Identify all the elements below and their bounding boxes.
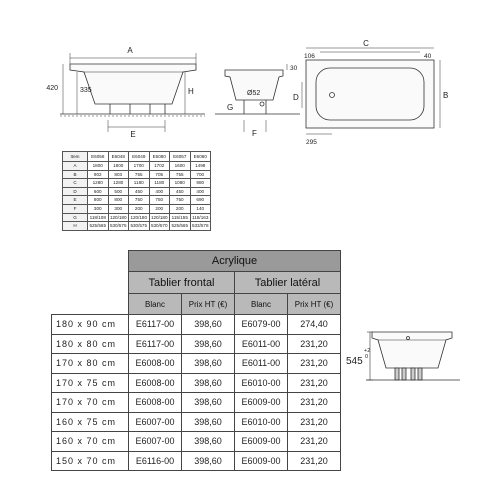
dimension-cell: 755 [129,170,150,179]
label-C: C [363,39,369,48]
price-row [52,334,341,354]
dimension-cell: 450 [170,187,191,196]
front-price: 398,60 [182,393,235,413]
dimension-cell: 530/575 [129,222,150,231]
dimension-cell: 902 [88,170,109,179]
dimension-row [63,179,211,188]
dimension-row-label: B [63,170,88,179]
side-reference: E6010-00 [235,412,288,432]
dimension-column-header: E6080 [149,152,170,162]
dimension-row-label: A [63,162,88,171]
label-B: B [443,91,449,100]
label-F: F [252,129,257,138]
front-reference: E6007-00 [129,432,182,452]
dimension-cell: 200 [149,204,170,213]
front-reference: E6007-00 [129,412,182,432]
label-diam: Ø52 [247,90,261,97]
front-price: 398,60 [182,334,235,354]
side-reference: E6009-00 [235,432,288,452]
dimension-cell: 300 [108,204,129,213]
dimension-cell: 1180 [129,179,150,188]
dimension-cell: 118/163 [190,213,211,222]
dimension-table-header [63,152,211,162]
side-reference: E6079-00 [235,315,288,335]
dimension-row [63,170,211,179]
side-reference: E6011-00 [235,354,288,374]
side-price: 231,20 [288,432,341,452]
size-label: 170 x 70 cm [52,393,129,413]
dimension-table [62,151,211,231]
dimension-cell: 800 [88,196,109,205]
dimension-cell: 705 [149,170,170,179]
label-G: G [227,103,234,112]
dimension-row-label: G [63,213,88,222]
dimension-cell: 690 [190,196,211,205]
dimension-row [63,222,211,231]
dimension-cell: 530/570 [149,222,170,231]
size-label: 150 x 70 cm [52,451,129,471]
dimension-row [63,162,211,171]
dimension-cell: 450 [129,187,150,196]
dimension-cell: 1280 [108,179,129,188]
dimension-row [63,196,211,205]
size-label: 180 x 80 cm [52,334,129,354]
price-table [51,250,341,471]
front-price: 398,60 [182,315,235,335]
label-tol-zero: 0 [365,354,369,360]
dimension-cell: 1800 [108,162,129,171]
dimension-row-label: F [63,204,88,213]
front-price: 398,60 [182,354,235,374]
front-price: 398,60 [182,412,235,432]
dimension-cell: 525/565 [88,222,109,231]
dimension-cell: 1800 [88,162,109,171]
front-reference: E6008-00 [129,393,182,413]
label-D: D [293,93,299,102]
label-40: 40 [424,53,432,60]
dimension-cell: 750 [129,196,150,205]
size-label: 160 x 75 cm [52,412,129,432]
front-reference: E6117-00 [129,334,182,354]
dimension-cell: 200 [129,204,150,213]
dimension-cell: 980 [190,179,211,188]
side-price: 231,20 [288,334,341,354]
size-label: 170 x 75 cm [52,373,129,393]
dimension-column-header: E6060 [190,152,211,162]
size-label: 180 x 90 cm [52,315,129,335]
price-row [52,315,341,335]
side-reference: E6009-00 [235,451,288,471]
side-reference: E6009-00 [235,393,288,413]
price-row [52,354,341,374]
label-30: 30 [290,65,298,72]
front-reference: E6116-00 [129,451,182,471]
price-row [52,451,341,471]
dimension-row-label: E [63,196,88,205]
price-row [52,412,341,432]
dimension-cell: 755 [170,170,191,179]
dimension-cell: 120/180 [108,213,129,222]
size-label: 170 x 80 cm [52,354,129,374]
dimension-row-label: H [63,222,88,231]
group-front-header: Tablier frontal [129,272,235,294]
front-reference: E6008-00 [129,373,182,393]
dimension-cell: 200 [170,204,191,213]
label-106: 106 [304,53,315,60]
dimension-cell: 800 [108,196,129,205]
price-row [52,393,341,413]
dimension-column-header: E6049 [129,152,150,162]
column-header-prix: Prix HT (€) [288,294,341,315]
blank-corner [52,251,129,272]
front-price: 398,60 [182,432,235,452]
dimension-cell: 118/108 [88,213,109,222]
size-label: 160 x 70 cm [52,432,129,452]
column-header-blanc: Blanc [235,294,288,315]
dimension-cell: 500 [108,187,129,196]
dimension-cell: 1700 [129,162,150,171]
dimension-cell: 530/575 [108,222,129,231]
price-table-title-row [52,251,341,272]
dimension-cell: 115/155 [170,213,191,222]
dimension-cell: 1180 [149,179,170,188]
side-reference: E6010-00 [235,373,288,393]
front-price: 398,60 [182,373,235,393]
price-table-column-row [52,294,341,315]
dimension-column-header: E6048 [108,152,129,162]
dimension-cell: 400 [149,187,170,196]
label-295: 295 [306,139,317,146]
blank-corner [52,294,129,315]
dimension-cell: 700 [190,170,211,179]
dimension-cell: 600 [88,187,109,196]
dimension-row-label: D [63,187,88,196]
dimension-column-header: E6058 [88,152,109,162]
side-reference: E6011-00 [235,334,288,354]
label-335: 335 [80,87,92,94]
price-row [52,373,341,393]
dimension-cell: 803 [108,170,129,179]
dimension-cell: 1280 [88,179,109,188]
dimension-cell: 400 [190,187,211,196]
dimension-cell: 750 [149,196,170,205]
dimension-row [63,187,211,196]
side-price: 231,20 [288,354,341,374]
dimension-row-label: C [63,179,88,188]
label-H: H [188,87,194,96]
blank-corner [52,272,129,294]
material-title: Acrylique [129,251,341,272]
dimension-cell: 1498 [190,162,211,171]
dimension-cell: 120/180 [149,213,170,222]
dimension-cell: 1600 [170,162,191,171]
group-side-header: Tablier latéral [235,272,341,294]
side-price: 274,40 [288,315,341,335]
dimension-cell: 1080 [170,179,191,188]
dimension-cell: 300 [88,204,109,213]
price-row [52,432,341,452]
dimension-cell: 525/565 [170,222,191,231]
dimension-row [63,213,211,222]
column-header-prix: Prix HT (€) [182,294,235,315]
front-reference: E6117-00 [129,315,182,335]
dimension-cell: 1702 [149,162,170,171]
label-tol-plus: +2 [364,348,371,354]
side-price: 231,20 [288,412,341,432]
label-420: 420 [46,85,58,92]
side-price: 231,20 [288,451,341,471]
label-545: 545 [346,356,363,367]
bathtub-technical-drawing [0,0,500,150]
dimension-header-label: Item [63,152,88,162]
dimension-cell: 140 [190,204,211,213]
dimension-cell: 533/578 [190,222,211,231]
column-header-blanc: Blanc [129,294,182,315]
label-E: E [130,130,136,139]
dimension-row [63,204,211,213]
end-view-drawing [215,64,300,132]
label-A: A [127,46,133,55]
side-price: 231,20 [288,373,341,393]
dimension-cell: 120/180 [129,213,150,222]
dimension-column-header: E6057 [170,152,191,162]
front-price: 398,60 [182,451,235,471]
front-reference: E6008-00 [129,354,182,374]
top-view-drawing [302,48,440,134]
side-price: 231,20 [288,393,341,413]
price-table-group-row [52,272,341,294]
dimension-cell: 750 [170,196,191,205]
bathtub-height-drawing [340,320,500,395]
